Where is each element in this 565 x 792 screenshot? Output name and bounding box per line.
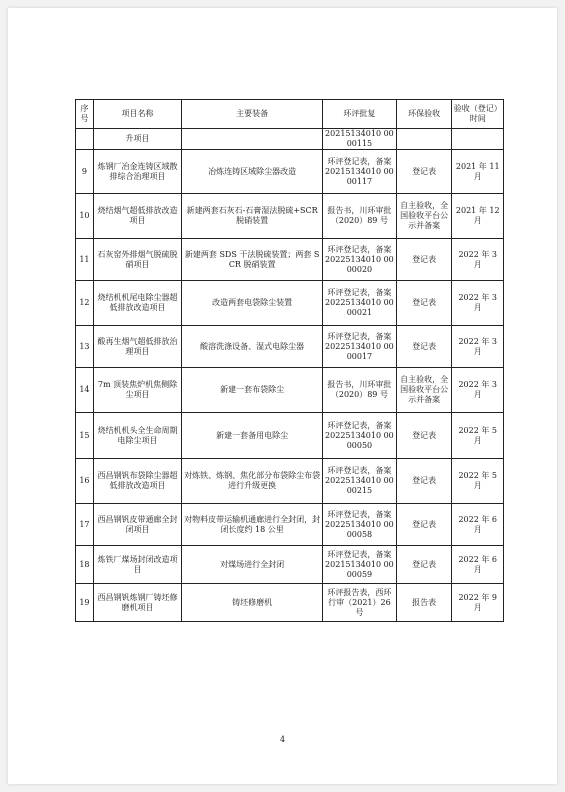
cell-acceptance: 自主验收，全国验收平台公示并备案 <box>396 368 452 413</box>
table-row <box>76 239 504 281</box>
table-row <box>76 326 504 368</box>
table-row <box>76 546 504 584</box>
table-row <box>76 194 504 239</box>
header-time: 验收（登记）时间 <box>452 100 504 129</box>
cell-approval: 环评登记表，备案 20225134010 0000058 <box>323 504 397 546</box>
cell-time: 2022 年 9 月 <box>452 584 504 622</box>
cell-time <box>452 129 504 150</box>
cell-equipment: 改造两套电袋除尘装置 <box>182 281 323 326</box>
cell-time: 2022 年 3 月 <box>452 326 504 368</box>
cell-equipment: 冶炼连铸区域除尘器改造 <box>182 150 323 194</box>
cell-equipment: 新建两套石灰石-石膏湿法脱硫+SCR 脱硝装置 <box>182 194 323 239</box>
cell-approval: 报告书，川环审批（2020）89 号 <box>323 194 397 239</box>
cell-name: 西昌钢钒皮带通廊全封闭项目 <box>93 504 181 546</box>
table-row <box>76 150 504 194</box>
cell-acceptance: 登记表 <box>396 459 452 504</box>
cell-no: 19 <box>76 584 94 622</box>
cell-acceptance <box>396 129 452 150</box>
table-row <box>76 459 504 504</box>
cell-equipment: 新建两套 SDS 干法脱硫装置；两套 SCR 脱硝装置 <box>182 239 323 281</box>
cell-time: 2022 年 5 月 <box>452 413 504 459</box>
header-approval: 环评批复 <box>323 100 397 129</box>
cell-name: 升项目 <box>93 129 181 150</box>
cell-time: 2022 年 6 月 <box>452 504 504 546</box>
cell-equipment: 酸溶洗涤设备、湿式电除尘器 <box>182 326 323 368</box>
cell-acceptance: 登记表 <box>396 546 452 584</box>
table-row <box>76 584 504 622</box>
cell-approval: 环评登记表，备案 20215134010 0000117 <box>323 150 397 194</box>
cell-approval: 环评登记表，备案 20225134010 0000215 <box>323 459 397 504</box>
cell-equipment: 新建一套布袋除尘 <box>182 368 323 413</box>
document-page <box>8 8 557 784</box>
cell-name: 烧结机机尾电除尘器超低排放改造项目 <box>93 281 181 326</box>
cell-approval: 环评登记表，备案 20225134010 0000017 <box>323 326 397 368</box>
header-name: 项目名称 <box>93 100 181 129</box>
cell-name: 7m 顶装焦炉机焦侧除尘项目 <box>93 368 181 413</box>
cell-no: 11 <box>76 239 94 281</box>
cell-name: 西昌钢钒炼钢厂铸坯修磨机项目 <box>93 584 181 622</box>
cell-no: 17 <box>76 504 94 546</box>
cell-time: 2021 年 12 月 <box>452 194 504 239</box>
header-no: 序号 <box>76 100 94 129</box>
cell-acceptance: 登记表 <box>396 281 452 326</box>
cell-acceptance: 自主验收，全国验收平台公示并备案 <box>396 194 452 239</box>
projects-table <box>75 99 504 622</box>
header-acceptance: 环保验收 <box>396 100 452 129</box>
cell-approval: 环评登记表，备案 20215134010 0000059 <box>323 546 397 584</box>
table-row <box>76 281 504 326</box>
cell-approval: 环评登记表，备案 20225134010 0000050 <box>323 413 397 459</box>
cell-no: 15 <box>76 413 94 459</box>
cell-time: 2022 年 3 月 <box>452 281 504 326</box>
cell-equipment: 对煤场进行全封闭 <box>182 546 323 584</box>
cell-no: 9 <box>76 150 94 194</box>
cell-name: 烧结机机头全生命周期电除尘项目 <box>93 413 181 459</box>
cell-time: 2022 年 3 月 <box>452 368 504 413</box>
cell-time: 2022 年 3 月 <box>452 239 504 281</box>
cell-no <box>76 129 94 150</box>
header-equipment: 主要装备 <box>182 100 323 129</box>
table-row <box>76 413 504 459</box>
cell-acceptance: 登记表 <box>396 326 452 368</box>
cell-approval: 环评登记表，备案 20225134010 0000020 <box>323 239 397 281</box>
cell-no: 12 <box>76 281 94 326</box>
cell-no: 13 <box>76 326 94 368</box>
cell-no: 14 <box>76 368 94 413</box>
cell-acceptance: 登记表 <box>396 239 452 281</box>
cell-time: 2021 年 11 月 <box>452 150 504 194</box>
table-row <box>76 368 504 413</box>
cell-name: 石灰窑外排烟气脱硫脱硝项目 <box>93 239 181 281</box>
cell-name: 炼铁厂煤场封闭改造项目 <box>93 546 181 584</box>
table-row <box>76 504 504 546</box>
cell-equipment: 对炼铁、炼钢、焦化部分布袋除尘布袋进行升级更换 <box>182 459 323 504</box>
cell-name: 西昌钢钒布袋除尘器超低排放改造项目 <box>93 459 181 504</box>
cell-no: 18 <box>76 546 94 584</box>
cell-acceptance: 登记表 <box>396 150 452 194</box>
cell-no: 16 <box>76 459 94 504</box>
cell-name: 烧结烟气超低排放改造项目 <box>93 194 181 239</box>
table-row <box>76 129 504 150</box>
cell-equipment: 对物料皮带运输机通廊进行全封闭，封闭长度约 18 公里 <box>182 504 323 546</box>
cell-approval: 环评报告表，西环行审（2021）26 号 <box>323 584 397 622</box>
cell-approval: 报告书，川环审批（2020）89 号 <box>323 368 397 413</box>
cell-time: 2022 年 5 月 <box>452 459 504 504</box>
cell-equipment: 铸坯修磨机 <box>182 584 323 622</box>
page-number: 4 <box>279 735 286 744</box>
cell-acceptance: 登记表 <box>396 504 452 546</box>
cell-acceptance: 报告表 <box>396 584 452 622</box>
cell-approval: 20215134010 0000115 <box>323 129 397 150</box>
cell-name: 酸再生烟气超低排放治理项目 <box>93 326 181 368</box>
cell-acceptance: 登记表 <box>396 413 452 459</box>
table-header-row <box>76 100 504 129</box>
cell-equipment: 新建一套备用电除尘 <box>182 413 323 459</box>
cell-name: 炼钢厂冶金连铸区域散排综合治理项目 <box>93 150 181 194</box>
cell-time: 2022 年 6 月 <box>452 546 504 584</box>
cell-no: 10 <box>76 194 94 239</box>
cell-approval: 环评登记表，备案 20225134010 0000021 <box>323 281 397 326</box>
cell-equipment <box>182 129 323 150</box>
